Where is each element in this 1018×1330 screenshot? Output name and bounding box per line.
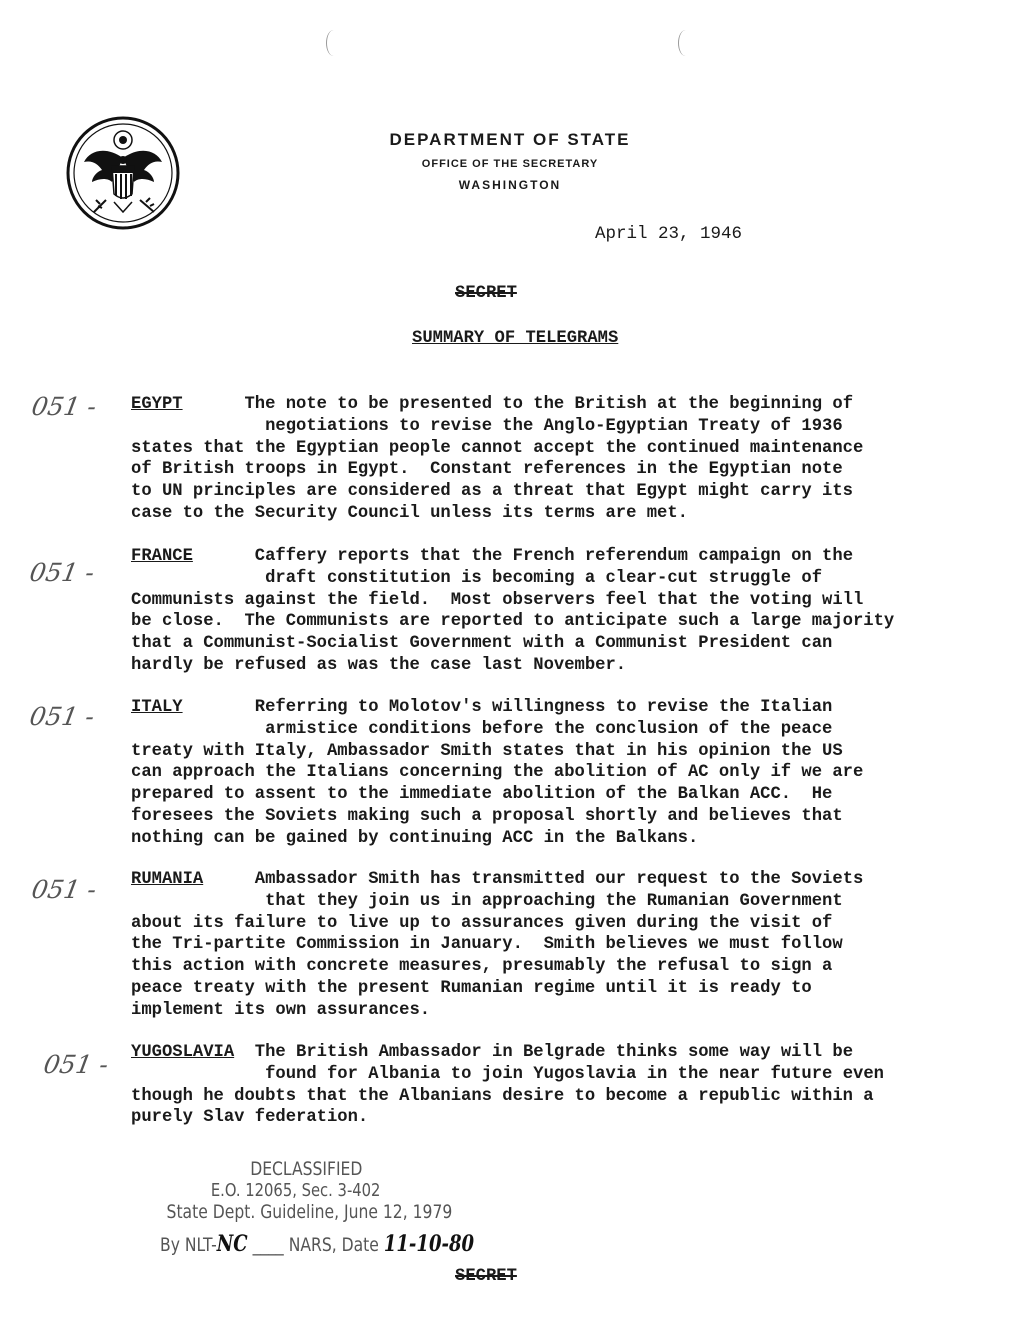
section-line: treaty with Italy, Ambassador Smith states that in his opinion the US bbox=[131, 741, 843, 761]
city-name: WASHINGTON bbox=[458, 178, 562, 192]
classification-top: SECRET bbox=[455, 284, 517, 303]
section-line: ITALY Referring to Molotov's willingness to revise the Italian bbox=[131, 698, 833, 717]
section-line: armistice conditions before the conclusion of the peace bbox=[265, 719, 833, 739]
document-title: SUMMARY OF TELEGRAMS bbox=[412, 329, 619, 348]
section-line: negotiations to revise the Anglo-Egyptian Treaty of 1936 bbox=[265, 416, 843, 436]
section-france bbox=[131, 546, 931, 677]
margin-note-egypt: 051 - bbox=[29, 392, 99, 421]
section-yugoslavia bbox=[131, 1042, 931, 1129]
handwritten-initials: NC bbox=[216, 1231, 248, 1257]
margin-note-yugoslavia: 051 - bbox=[41, 1050, 111, 1079]
section-line: that a Communist-Socialist Government with a Communist President can bbox=[131, 634, 833, 654]
section-heading-yugoslavia: YUGOSLAVIA bbox=[131, 1043, 235, 1062]
section-line: nothing can be gained by continuing ACC in the Balkans. bbox=[131, 828, 699, 848]
section-line: about its failure to live up to assurances given during the visit of bbox=[131, 913, 833, 933]
section-line: found for Albania to join Yugoslavia in the near future even bbox=[265, 1064, 884, 1084]
section-line: that they join us in approaching the Rumanian Government bbox=[265, 891, 843, 911]
section-line: EGYPT The note to be presented to the British at the beginning of bbox=[131, 395, 854, 414]
section-line: implement its own assurances. bbox=[131, 1000, 431, 1020]
section-line: prepared to assent to the immediate abolition of the Balkan ACC. He bbox=[131, 785, 833, 805]
punch-hole-left bbox=[326, 30, 341, 56]
stamp-line-eo: E.O. 12065, Sec. 3-402 bbox=[210, 1180, 381, 1201]
section-heading-egypt: EGYPT bbox=[131, 395, 183, 414]
office-name: OFFICE OF THE SECRETARY bbox=[421, 158, 599, 170]
section-line: purely Slav federation. bbox=[131, 1108, 369, 1128]
section-line: can approach the Italians concerning the abolition of AC only if we are bbox=[131, 763, 864, 783]
section-heading-rumania: RUMANIA bbox=[131, 870, 204, 889]
section-italy bbox=[131, 697, 931, 850]
section-line: foresees the Soviets making such a proposal shortly and believes that bbox=[131, 806, 843, 826]
document-date: April 23, 1946 bbox=[595, 224, 743, 244]
section-line: hardly be refused as was the case last November. bbox=[131, 655, 627, 675]
section-line: of British troops in Egypt. Constant references in the Egyptian note bbox=[131, 460, 843, 480]
margin-note-france: 051 - bbox=[27, 558, 97, 587]
classification-bottom: SECRET bbox=[455, 1267, 517, 1286]
section-line: states that the Egyptian people cannot accept the continued maintenance bbox=[131, 438, 864, 458]
stamp-line-declassified: DECLASSIFIED bbox=[250, 1158, 363, 1180]
section-line: Communists against the field. Most observers feel that the voting will bbox=[131, 590, 864, 610]
section-line: RUMANIA Ambassador Smith has transmitted our request to the Soviets bbox=[131, 870, 864, 889]
punch-hole-right bbox=[678, 30, 693, 56]
handwritten-date: 11-10-80 bbox=[383, 1231, 475, 1257]
section-line: case to the Security Council unless its terms are met. bbox=[131, 503, 688, 523]
section-line: this action with concrete measures, presumably the refusal to sign a bbox=[131, 957, 833, 977]
margin-note-italy: 051 - bbox=[27, 702, 97, 731]
margin-note-rumania: 051 - bbox=[29, 875, 99, 904]
section-line: though he doubts that the Albanians desire to become a republic within a bbox=[131, 1086, 874, 1106]
section-line: FRANCE Caffery reports that the French referendum campaign on the bbox=[131, 547, 854, 566]
stamp-line-authority: By NLT-NC ____ NARS, Date 11-10-80 bbox=[160, 1231, 475, 1257]
section-line: be close. The Communists are reported to anticipate such a large majority bbox=[131, 612, 895, 632]
section-line: YUGOSLAVIA The British Ambassador in Belgrade thinks some way will be bbox=[131, 1043, 854, 1062]
section-rumania bbox=[131, 869, 931, 1022]
section-egypt bbox=[131, 394, 931, 525]
department-seal-icon bbox=[66, 116, 180, 230]
section-line: to UN principles are considered as a threat that Egypt might carry its bbox=[131, 482, 853, 502]
letterhead bbox=[340, 130, 680, 192]
section-line: peace treaty with the present Rumanian regime until it is ready to bbox=[131, 978, 812, 998]
section-line: draft constitution is becoming a clear-cut struggle of bbox=[265, 568, 823, 588]
department-name: DEPARTMENT OF STATE bbox=[389, 130, 631, 149]
section-heading-italy: ITALY bbox=[131, 698, 183, 717]
section-line: the Tri-partite Commission in January. Smith believes we must follow bbox=[131, 935, 843, 955]
stamp-line-guideline: State Dept. Guideline, June 12, 1979 bbox=[166, 1201, 453, 1223]
declassification-stamp bbox=[160, 1158, 474, 1257]
section-heading-france: FRANCE bbox=[131, 547, 193, 566]
